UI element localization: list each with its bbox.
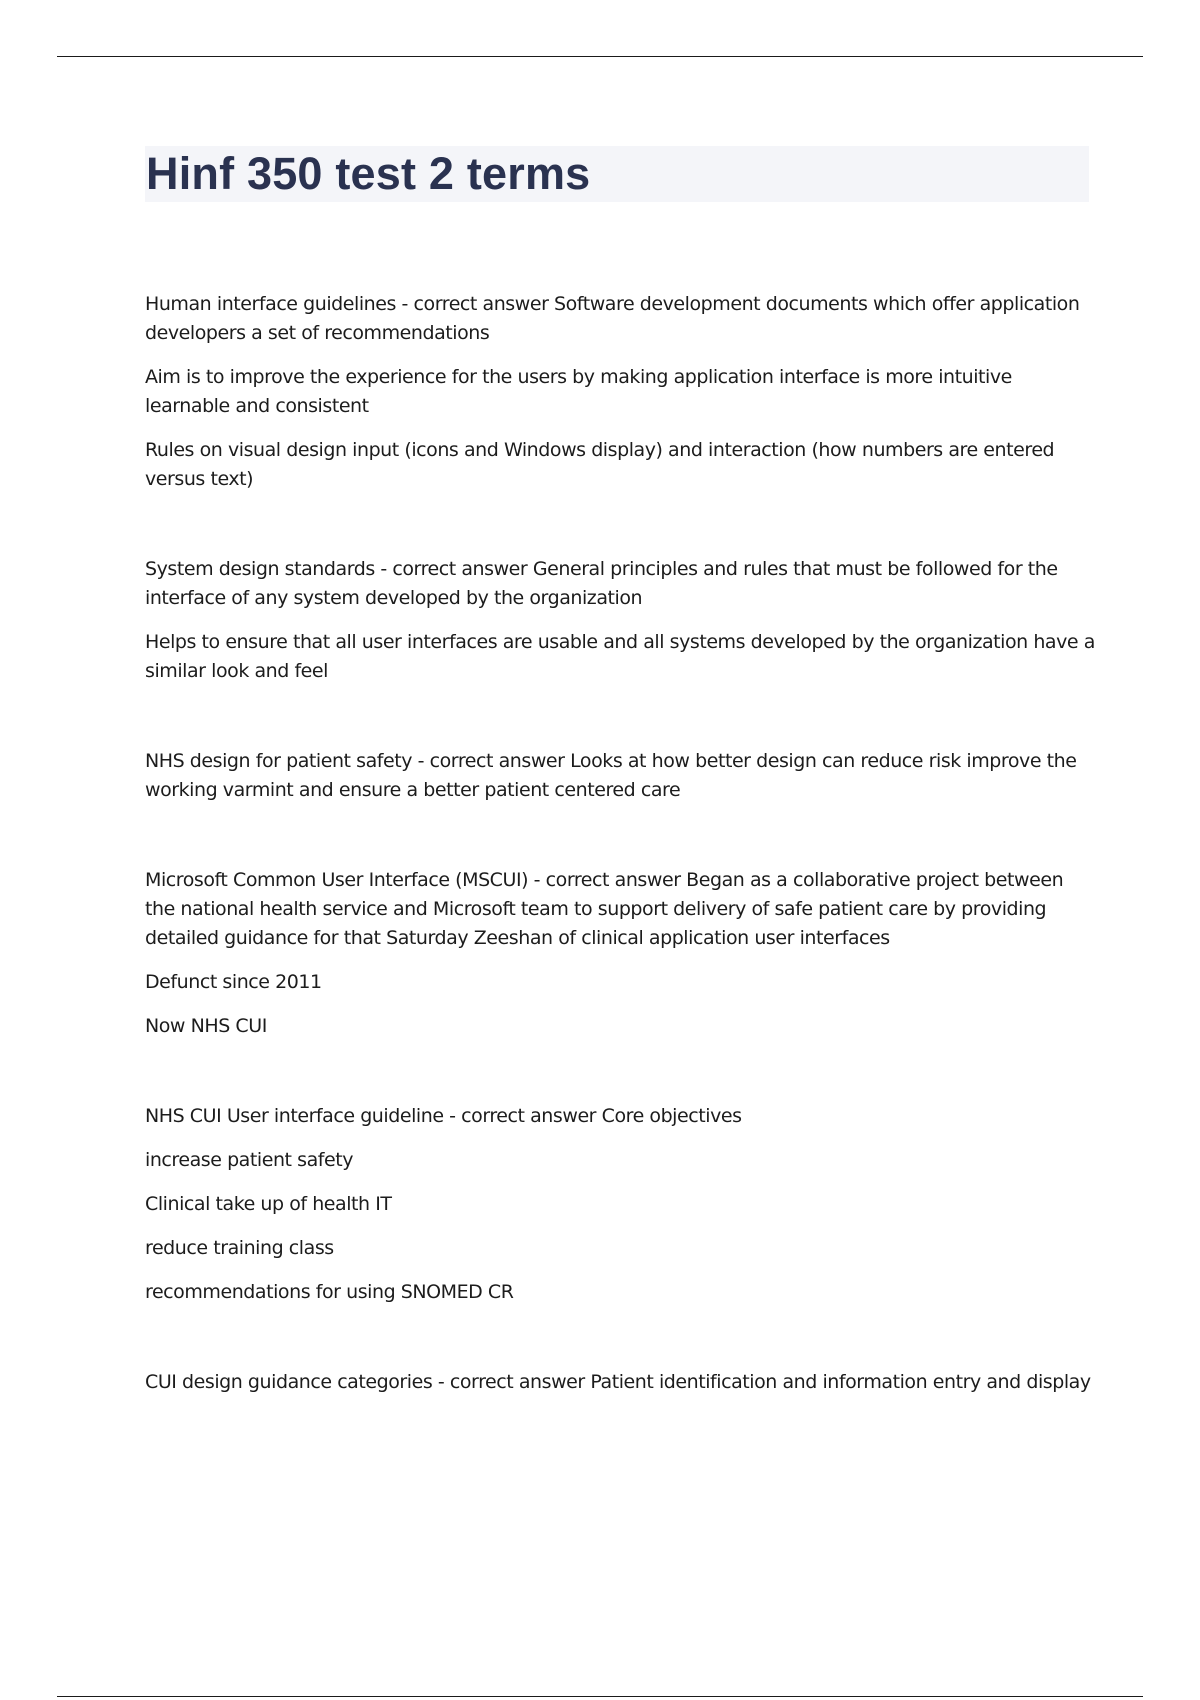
bottom-rule: [57, 1696, 1143, 1697]
top-rule: [57, 56, 1143, 57]
term-entry-cui-design-guidance: [145, 1368, 1095, 1397]
term-entry-human-interface-guidelines: [145, 290, 1095, 494]
term-definition: NHS design for patient safety - correct answer Looks at how better design can reduce risk improve the working varmint and ensure a better patient centered care: [145, 750, 1077, 801]
term-definition: CUI design guidance categories - correct answer Patient identification and information entry and display: [145, 1371, 1091, 1393]
term-note: increase patient safety: [145, 1149, 354, 1171]
term-definition: Human interface guidelines - correct answer Software development documents which offer application developers a set of recommendations: [145, 293, 1080, 344]
term-entry-system-design-standards: [145, 555, 1095, 686]
term-note: Clinical take up of health IT: [145, 1193, 392, 1215]
document-title: Hinf 350 test 2 terms: [146, 148, 591, 199]
term-note: Defunct since 2011: [145, 971, 322, 993]
term-note: Helps to ensure that all user interfaces are usable and all systems developed by the organization have a similar look and feel: [145, 631, 1095, 682]
term-entry-mscui: [145, 866, 1095, 1041]
term-note: Aim is to improve the experience for the users by making application interface is more intuitive learnable and consistent: [145, 366, 1012, 417]
term-note: Now NHS CUI: [145, 1015, 267, 1037]
term-entry-nhs-design-patient-safety: [145, 747, 1095, 805]
term-note: reduce training class: [145, 1237, 334, 1259]
term-note: recommendations for using SNOMED CR: [145, 1281, 514, 1303]
term-definition: NHS CUI User interface guideline - correct answer Core objectives: [145, 1105, 742, 1127]
document-body: [145, 290, 1095, 1397]
term-definition: Microsoft Common User Interface (MSCUI) - correct answer Began as a collaborative project between the national health service and Microsoft team to support delivery of safe patient care by providing detailed guidance for that Saturday Zeeshan of clinical application user interfaces: [145, 869, 1064, 949]
term-note: Rules on visual design input (icons and Windows display) and interaction (how numbers are entered versus text): [145, 439, 1055, 490]
term-entry-nhs-cui-guideline: [145, 1102, 1095, 1307]
term-definition: System design standards - correct answer General principles and rules that must be followed for the interface of any system developed by the organization: [145, 558, 1058, 609]
